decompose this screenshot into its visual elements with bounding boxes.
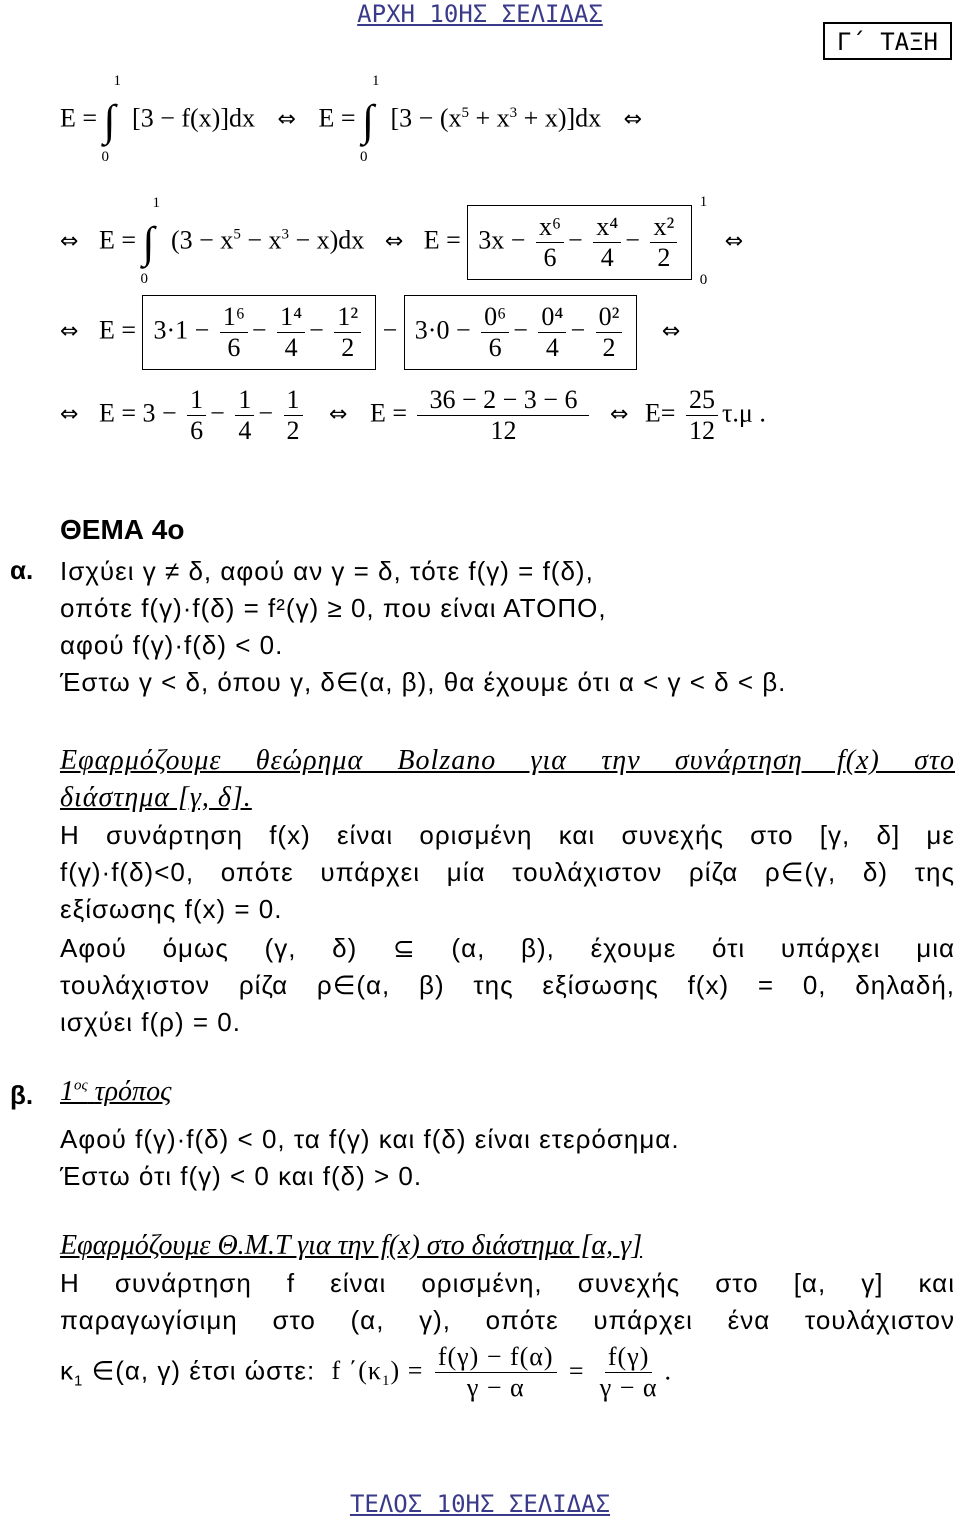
numerator: x⁶ xyxy=(536,212,564,243)
integral-lower: 0 xyxy=(101,149,110,165)
numerator: f(γ) xyxy=(605,1342,652,1373)
math-line-4: ⇔ E = 3 − $\frac{1}{6}$ − $\frac{1}{4}$ − $\frac{1}{2}$ ⇔ E = $\frac{36 - 2 - 3 - 6}{12}$ ⇔ E= $\frac{25}{12}$ τ.μ . xyxy=(60,385,766,445)
class-label-box: Γ΄ ΤΑΞΗ xyxy=(823,22,952,60)
denominator: 12 xyxy=(490,415,517,445)
fraction xyxy=(435,1342,557,1403)
fraction xyxy=(277,302,305,363)
numerator: f(γ) − f(α) xyxy=(435,1342,557,1373)
numerator: 1 xyxy=(187,385,206,416)
fraction xyxy=(187,385,206,446)
numerator: 1⁶ xyxy=(220,302,248,333)
method-text: τρόπος xyxy=(94,1076,172,1107)
term: 3x − xyxy=(478,225,526,255)
text-line: τουλάχιστον ρίζα ρ∈(α, β) της εξίσωσης f(x) = 0, δηλαδή, xyxy=(60,970,955,1000)
numerator: 1² xyxy=(334,302,361,333)
evaluation-bracket-upper: 3·1 − $\frac{\text{1⁶}}{6}$ − $\frac{\text{1⁴}}{4}$ − $\frac{\text{1²}}{2}$ xyxy=(142,295,376,370)
denominator: 6 xyxy=(227,332,241,362)
fraction xyxy=(220,302,248,363)
area-lhs: E = xyxy=(369,398,407,428)
term: 3·0 − xyxy=(414,315,471,345)
period: . xyxy=(664,1356,673,1386)
integrand-c: − x)dx xyxy=(288,225,365,255)
denominator: 2 xyxy=(657,242,671,272)
fraction xyxy=(235,385,254,446)
equivalence-arrow: ⇔ xyxy=(329,402,348,428)
integrand-c: + x)]dx xyxy=(517,103,602,133)
integral-lower: 0 xyxy=(360,149,368,165)
text-line: Έστω γ < δ, όπου γ, δ∈(α, β), θα έχουμε ότι α < γ < δ < β. xyxy=(60,667,787,697)
equivalence-arrow: ⇔ xyxy=(384,229,404,255)
fraction xyxy=(536,212,564,273)
integral-upper: 1 xyxy=(113,73,122,89)
equivalence-arrow: ⇔ xyxy=(609,402,629,428)
math-line-2 xyxy=(60,194,744,288)
fraction xyxy=(417,385,589,446)
denominator: 4 xyxy=(238,415,252,445)
equals: = xyxy=(568,1356,585,1386)
integrand-a: (3 − x xyxy=(170,225,234,255)
area-lhs: E= xyxy=(644,398,676,428)
numerator: x² xyxy=(650,212,677,243)
numerator: x⁴ xyxy=(593,212,621,243)
derivative-lhs xyxy=(331,1356,430,1390)
fraction xyxy=(596,302,623,363)
equivalence-arrow: ⇔ xyxy=(724,229,744,255)
text-line: Αφού όμως (γ, δ) ⊆ (α, β), έχουμε ότι υπάρχει μια xyxy=(60,933,955,963)
denominator: γ − α xyxy=(466,1372,525,1402)
text-line: εξίσωσης f(x) = 0. xyxy=(60,894,283,924)
denominator: 4 xyxy=(600,242,614,272)
fraction xyxy=(593,212,621,273)
area-lhs: E = 3 − xyxy=(98,398,177,428)
term: 3·1 − xyxy=(153,315,210,345)
numerator: 1 xyxy=(235,385,254,416)
text-line: Εφαρμόζουμε θεώρημα Bolzano για την συνάρτηση f(x) στο xyxy=(60,745,955,776)
denominator: 4 xyxy=(284,332,298,362)
text-line: Αφού f(γ)·f(δ) < 0, τα f(γ) και f(δ) είναι ετερόσημα. xyxy=(60,1124,680,1154)
kappa: κ xyxy=(60,1355,74,1386)
integral-sign: ∫ 1 0 xyxy=(140,194,160,287)
area-lhs: E = xyxy=(98,225,136,255)
bound-upper: 1 xyxy=(699,194,708,210)
mvt-heading: Εφαρμόζουμε Θ.Μ.Τ για την f(x) στο διάστημα [α, γ] xyxy=(60,1230,643,1261)
text-line: αφού f(γ)·f(δ) < 0. xyxy=(60,630,284,660)
integral-upper: 1 xyxy=(152,194,160,211)
method-suffix: ος xyxy=(74,1077,88,1094)
fraction xyxy=(334,302,361,363)
integrand: [3 − f(x)]dx xyxy=(132,103,256,133)
bolzano-paragraph xyxy=(60,817,955,928)
page-footer: ΤΕΛΟΣ 10ΗΣ ΣΕΛΙΔΑΣ xyxy=(349,1490,611,1518)
equivalence-arrow: ⇔ xyxy=(60,402,79,428)
antiderivative-bracket: 3x − $\frac{\text{x⁶}}{6}$ − $\frac{\text{x⁴}}{4}$ − $\frac{\text{x²}}{2}$ 1 0 xyxy=(467,205,692,280)
mvt-paragraph xyxy=(60,1265,955,1339)
method-number: 1 xyxy=(60,1076,74,1107)
denominator: 2 xyxy=(602,332,616,362)
math-line-3: ⇔ E = 3·1 − $\frac{\text{1⁶}}{6}$ − $\frac{\text{1⁴}}{4}$ − $\frac{\text{1²}}{2}$ − 3·0 − $\frac{\text{0⁶}}{6}$ − $\frac{\text{0⁴}}{4}$ − $\frac{\text{0²}}{2}$ ⇔ xyxy=(60,295,680,370)
section-title: ΘΕΜΑ 4ο xyxy=(60,514,185,545)
numerator: 36 − 2 − 3 − 6 xyxy=(417,385,589,416)
exponent: 3 xyxy=(509,104,518,121)
text-line: Έστω ότι f(γ) < 0 και f(δ) > 0. xyxy=(60,1161,423,1191)
fraction xyxy=(284,385,303,446)
integrand-a: [3 − (x xyxy=(390,103,462,133)
denominator: 4 xyxy=(545,332,559,362)
denominator: 6 xyxy=(543,242,557,272)
exponent: 5 xyxy=(461,104,469,121)
root-paragraph xyxy=(60,930,955,1041)
numerator: 0⁶ xyxy=(481,302,509,333)
denominator: 2 xyxy=(286,415,300,445)
bolzano-heading xyxy=(60,742,955,816)
text-line: οπότε f(γ)·f(δ) = f²(γ) ≥ 0, που είναι ΑΤΟΠΟ, xyxy=(60,593,607,623)
denominator: γ − α xyxy=(599,1372,658,1402)
area-lhs: E = xyxy=(60,103,98,133)
part-b-text xyxy=(60,1121,955,1195)
numerator: 25 xyxy=(686,385,718,416)
fraction xyxy=(650,212,677,273)
integrand-b: + x xyxy=(468,103,510,133)
text-line: ισχύει f(ρ) = 0. xyxy=(60,1007,241,1037)
mvt-formula-line xyxy=(60,1342,672,1403)
equivalence-arrow: ⇔ xyxy=(661,319,681,345)
subscript: 1 xyxy=(382,1373,391,1390)
integral-upper: 1 xyxy=(372,73,380,89)
area-lhs: E = xyxy=(423,225,461,255)
integrand-b: − x xyxy=(240,225,282,255)
equivalence-arrow: ⇔ xyxy=(623,107,643,133)
evaluation-bracket-lower: 3·0 − $\frac{\text{0⁶}}{6}$ − $\frac{\text{0⁴}}{4}$ − $\frac{\text{0²}}{2}$ xyxy=(404,295,638,370)
fraction xyxy=(481,302,509,363)
area-lhs: E = xyxy=(318,103,356,133)
exponent: 3 xyxy=(281,226,289,243)
equals: ) = xyxy=(390,1356,424,1386)
page-header: ΑΡΧΗ 10ΗΣ ΣΕΛΙΔΑΣ xyxy=(357,0,603,28)
numerator: 1 xyxy=(284,385,303,416)
fraction xyxy=(538,302,566,363)
equivalence-arrow: ⇔ xyxy=(277,107,296,133)
fraction xyxy=(686,385,718,446)
denominator: 12 xyxy=(688,415,715,445)
denominator: 2 xyxy=(341,332,355,362)
numerator: 1⁴ xyxy=(277,302,305,333)
part-b-label: β. xyxy=(10,1080,34,1110)
numerator: 0² xyxy=(596,302,623,333)
denominator: 6 xyxy=(190,415,204,445)
text-line: ∈(α, γ) έτσι ώστε: xyxy=(91,1355,316,1386)
equivalence-arrow: ⇔ xyxy=(60,229,79,255)
text-line: Ισχύει γ ≠ δ, αφού αν γ = δ, τότε f(γ) = f(δ), xyxy=(60,556,594,586)
fraction xyxy=(597,1342,661,1403)
text-line: Η συνάρτηση f είναι ορισμένη, συνεχής στο [α, γ] και xyxy=(60,1268,955,1298)
integral-sign: ∫ 1 0 xyxy=(360,73,380,165)
text-line: παραγωγίσιμη στο (α, γ), οπότε υπάρχει ένα τουλάχιστον xyxy=(60,1305,955,1335)
integral-lower: 0 xyxy=(140,270,148,287)
math-line-1 xyxy=(60,73,643,165)
equivalence-arrow: ⇔ xyxy=(60,319,79,345)
area-lhs: E = xyxy=(98,315,136,345)
subscript: 1 xyxy=(74,1372,84,1390)
integral-sign: ∫ 1 0 xyxy=(101,73,122,165)
unit: τ.μ . xyxy=(721,398,766,428)
bound-lower: 0 xyxy=(699,271,708,288)
text-line: Η συνάρτηση f(x) είναι ορισμένη και συνεχής στο [γ, δ] με xyxy=(60,820,955,850)
exponent: 5 xyxy=(233,226,241,243)
text-line: f(γ)·f(δ)<0, οπότε υπάρχει μία τουλάχιστον ρίζα ρ∈(γ, δ) της xyxy=(60,857,955,887)
part-a-text xyxy=(60,553,955,701)
numerator: 0⁴ xyxy=(538,302,566,333)
text-line: διάστημα [γ, δ]. xyxy=(60,782,252,813)
part-a-label: α. xyxy=(10,555,34,585)
denominator: 6 xyxy=(488,332,502,362)
derivative-symbol: f ΄(κ xyxy=(331,1356,383,1386)
method-heading xyxy=(60,1076,171,1108)
